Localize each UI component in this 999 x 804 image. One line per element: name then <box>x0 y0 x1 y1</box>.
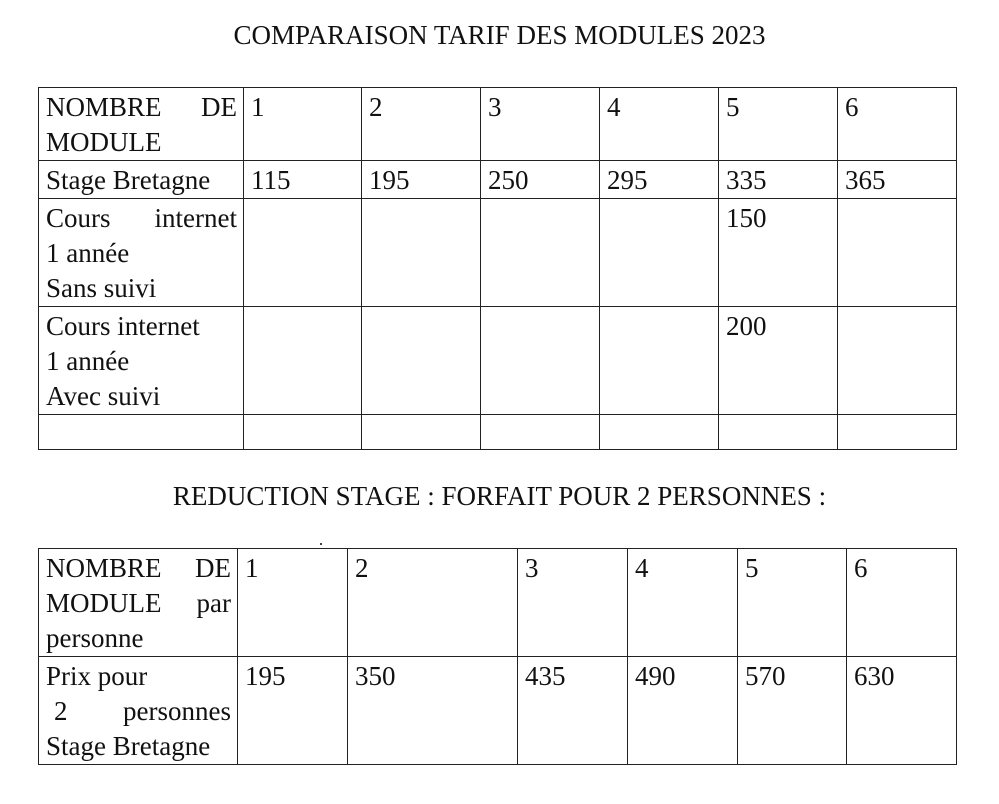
header-col-cell: 5 <box>738 549 847 657</box>
header-label-cell <box>39 88 244 161</box>
table-cell: 350 <box>348 657 518 765</box>
row-label-line: Cours internet <box>46 311 200 341</box>
table-cell <box>481 415 600 450</box>
table-row <box>39 657 957 765</box>
header-col-cell: 1 <box>238 549 348 657</box>
page-title: COMPARAISON TARIF DES MODULES 2023 <box>233 20 766 50</box>
table-cell <box>244 307 362 415</box>
section-subtitle: REDUCTION STAGE : FORFAIT POUR 2 PERSONNES : <box>172 481 827 511</box>
row-label-line: Cours internet <box>46 203 237 233</box>
table-cell: 630 <box>847 657 957 765</box>
row-label-cell <box>39 307 244 415</box>
stray-dot <box>320 543 322 545</box>
table-cell: 295 <box>600 161 719 199</box>
header-label-line: NOMBRE DE <box>46 553 231 583</box>
two-person-price-table <box>38 548 957 765</box>
table-cell: 150 <box>719 199 838 307</box>
row-label-cell <box>39 161 244 199</box>
table-cell: 490 <box>628 657 738 765</box>
table-cell: 195 <box>238 657 348 765</box>
table-cell <box>362 307 481 415</box>
row-label-cell <box>39 199 244 307</box>
row-label-cell <box>39 415 244 450</box>
header-col-cell: 5 <box>719 88 838 161</box>
table-header-row <box>39 88 957 161</box>
table-cell <box>600 307 719 415</box>
header-label-line: NOMBRE DE <box>46 92 237 122</box>
row-label-line: 1 année <box>46 346 130 376</box>
header-col-cell: 4 <box>628 549 738 657</box>
table-cell: 365 <box>838 161 957 199</box>
module-price-table <box>38 87 957 450</box>
header-label-line: MODULE <box>46 127 162 157</box>
table-cell: 335 <box>719 161 838 199</box>
header-label-cell <box>39 549 238 657</box>
table-cell: 435 <box>518 657 628 765</box>
header-col-cell: 4 <box>600 88 719 161</box>
header-label-line: MODULE par <box>46 588 231 618</box>
table-cell <box>362 199 481 307</box>
table-row <box>39 307 957 415</box>
row-label-line: 1 année <box>46 238 130 268</box>
header-col-cell: 2 <box>348 549 518 657</box>
row-label-line: Prix pour <box>46 661 148 691</box>
header-col-cell: 6 <box>838 88 957 161</box>
table-cell: 195 <box>362 161 481 199</box>
table-row <box>39 415 957 450</box>
header-col-cell: 1 <box>244 88 362 161</box>
row-label-line: Stage Bretagne <box>46 731 211 761</box>
table-cell <box>719 415 838 450</box>
table-cell <box>244 415 362 450</box>
header-col-cell: 2 <box>362 88 481 161</box>
header-label-line: personne <box>46 623 144 653</box>
header-col-cell: 3 <box>481 88 600 161</box>
table-cell <box>362 415 481 450</box>
row-label-cell <box>39 657 238 765</box>
table-cell <box>481 199 600 307</box>
table-cell <box>600 199 719 307</box>
table-header-row <box>39 549 957 657</box>
row-label-line: 2 personnes <box>54 696 231 726</box>
table-row <box>39 161 957 199</box>
table-cell <box>244 199 362 307</box>
table-cell: 200 <box>719 307 838 415</box>
table-cell <box>838 415 957 450</box>
table-cell <box>481 307 600 415</box>
header-col-cell: 3 <box>518 549 628 657</box>
table-cell: 570 <box>738 657 847 765</box>
table-row <box>39 199 957 307</box>
row-label-line: Sans suivi <box>46 273 157 303</box>
table-cell <box>600 415 719 450</box>
header-col-cell: 6 <box>847 549 957 657</box>
row-label-line: Avec suivi <box>46 381 161 411</box>
row-label-line: Stage Bretagne <box>46 165 211 195</box>
table-cell <box>838 307 957 415</box>
table-cell <box>838 199 957 307</box>
table-cell: 115 <box>244 161 362 199</box>
table-cell: 250 <box>481 161 600 199</box>
